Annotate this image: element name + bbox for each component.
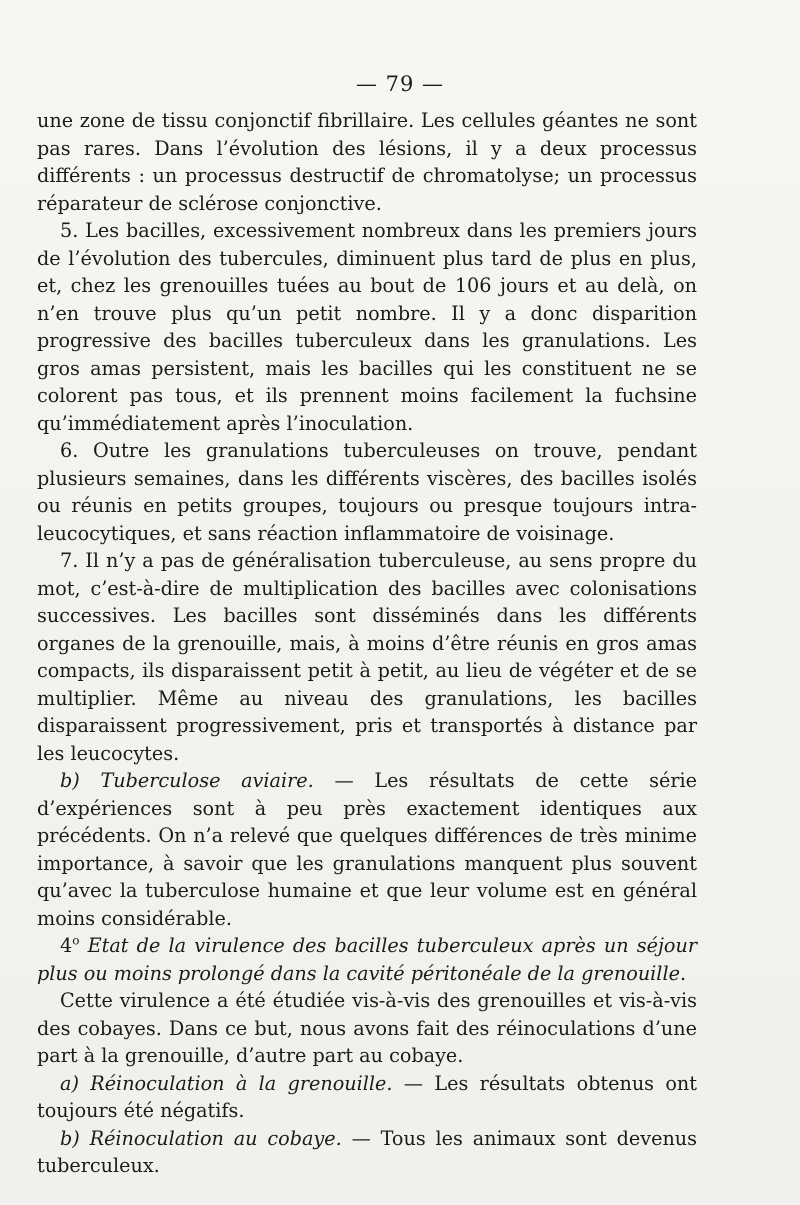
section-heading-4 (37, 932, 697, 987)
page-number: — 79 — (355, 72, 445, 96)
paragraph-guinea-pig-reinoculation (37, 1125, 697, 1180)
paragraph-continuation: une zone de tissu conjonctif fibrillaire. Les cellules géantes ne sont pas rares. Dans l’évolution des lésions, il y a deux processus différents : un processus destructif de chromatolyse; un processus réparateur de sclérose conjonctive. (37, 109, 697, 215)
section-text-b: — Les résultats de cette série d’expériences sont à peu près exactement identiques aux précédents. On n’a relevé que quelques différences de très minime importance, à savoir que les granulations manquent plus souvent qu’avec la tuberculose humaine et que leur volume est en général moins considérable. (37, 769, 698, 930)
paragraph-avian-tuberculosis (37, 767, 697, 932)
text-a: — Les résultats obtenus ont toujours été négatifs. (37, 1071, 697, 1122)
section-label-b: b) Tuberculose aviaire. (60, 769, 314, 792)
text-b: — Tous les animaux sont devenus tuberculeux. (37, 1126, 697, 1177)
body-text (37, 107, 697, 1180)
paragraph-virulence: Cette virulence a été étudiée vis-à-vis des grenouilles et vis-à-vis des cobayes. Dans ce but, nous avons fait des réinoculations d’une part à la grenouille, d’autre part au cobaye. (37, 989, 697, 1067)
label-b: b) Réinoculation au cobaye. (60, 1126, 342, 1150)
heading-number: 4 (60, 934, 73, 957)
paragraph-frog-reinoculation (37, 1070, 697, 1125)
paragraph-6: 6. Outre les granulations tuberculeuses on trouve, pendant plusieurs semaines, dans les différents viscères, des bacilles isolés ou réunis en petits groupes, toujours ou presque toujours intra-leucocytiques, et sans réaction inflammatoire de voisinage. (37, 439, 697, 545)
label-a: a) Réinoculation à la grenouille. (60, 1071, 393, 1095)
heading-superscript: o (72, 933, 80, 948)
paragraph-7: 7. Il n’y a pas de généralisation tuberculeuse, au sens propre du mot, c’est-à-dire de multiplication des bacilles avec colonisations successives. Les bacilles sont disséminés dans les différents organes de la grenouille, mais, à moins d’être réunis en gros amas compacts, ils disparaissent petit à petit, au lieu de végéter et de se multiplier. Même au niveau des granulations, les bacilles disparaissent progressivement, pris et transportés à distance par les leucocytes. (37, 549, 697, 765)
heading-title: Etat de la virulence des bacilles tuberculeux après un séjour plus ou moins prolongé dans la cavité péritonéale de la grenouille. (37, 934, 697, 985)
paragraph-5: 5. Les bacilles, excessivement nombreux dans les premiers jours de l’évolution des tubercules, diminuent plus tard de plus en plus, et, chez les grenouilles tuées au bout de 106 jours et au delà, on n’en trouve plus qu’un petit nombre. Il y a donc disparition progressive des bacilles tuberculeux dans les granulations. Les gros amas persistent, mais les bacilles qui les constituent ne se colorent pas tous, et ils prennent moins facilement la fuchsine qu’immédiatement après l’inoculation. (37, 219, 697, 435)
